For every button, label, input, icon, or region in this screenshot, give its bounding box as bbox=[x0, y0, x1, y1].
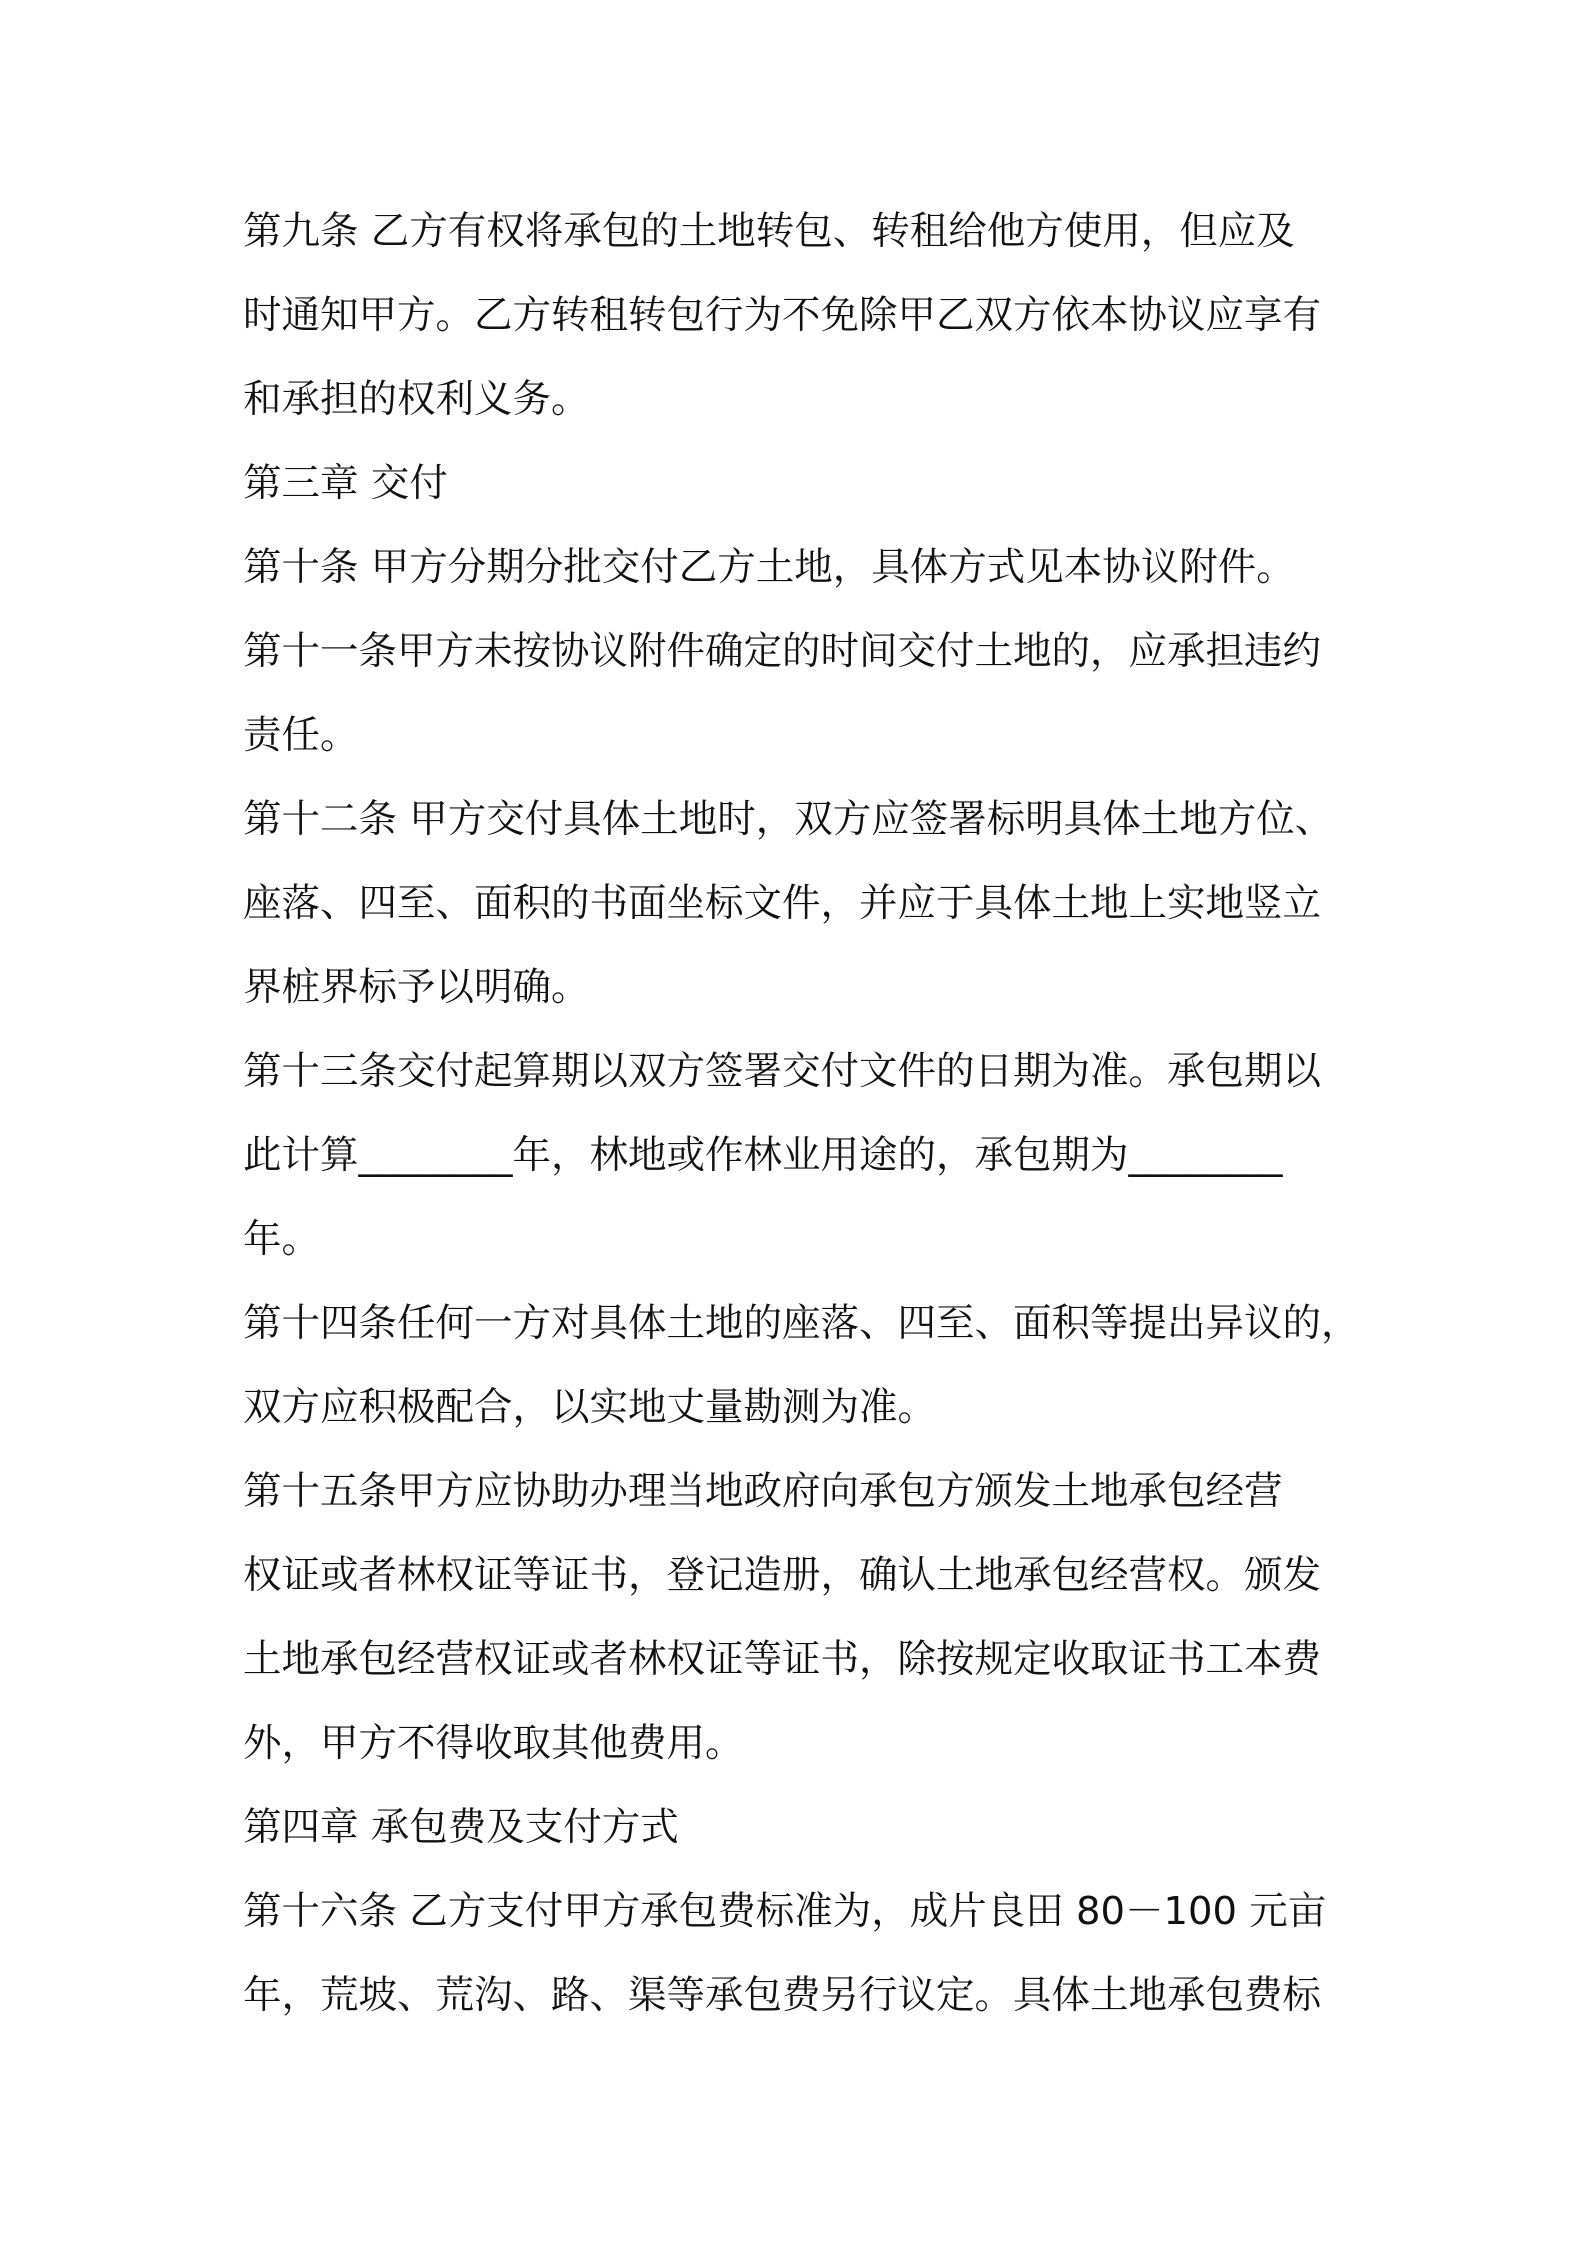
text-line: 年。 bbox=[243, 1217, 321, 1262]
document-body bbox=[243, 190, 1373, 2038]
text-line: 第十三条交付起算期以双方签署交付文件的日期为准。承包期以 bbox=[243, 1049, 1322, 1094]
chapter-heading: 第三章 交付 bbox=[243, 461, 448, 506]
text-line: 第九条 乙方有权将承包的土地转包、转租给他方使用，但应及 bbox=[243, 209, 1295, 254]
text-line: 和承担的权利义务。 bbox=[243, 377, 590, 422]
text-line: 界桩界标予以明确。 bbox=[243, 965, 590, 1010]
text-line: 第十一条甲方未按协议附件确定的时间交付土地的，应承担违约 bbox=[243, 629, 1322, 674]
text-line: 年，荒坡、荒沟、路、渠等承包费另行议定。具体土地承包费标 bbox=[243, 1973, 1322, 2018]
text-line: 第十二条 甲方交付具体土地时，双方应签署标明具体土地方位、 bbox=[243, 797, 1334, 842]
text-line: 此计算________年，林地或作林业用途的，承包期为________ bbox=[243, 1133, 1283, 1178]
text-line: 权证或者林权证等证书，登记造册，确认土地承包经营权。颁发 bbox=[243, 1553, 1322, 1598]
text-line: 第十条 甲方分期分批交付乙方土地，具体方式见本协议附件。 bbox=[243, 545, 1295, 590]
text-line: 第十五条甲方应协助办理当地政府向承包方颁发土地承包经营 bbox=[243, 1469, 1283, 1514]
text-line: 时通知甲方。乙方转租转包行为不免除甲乙双方依本协议应享有 bbox=[243, 293, 1322, 338]
text-line: 责任。 bbox=[243, 713, 359, 758]
text-line: 座落、四至、面积的书面坐标文件，并应于具体土地上实地竖立 bbox=[243, 881, 1322, 926]
text-line: 双方应积极配合，以实地丈量勘测为准。 bbox=[243, 1385, 937, 1430]
text-line: 土地承包经营权证或者林权证等证书，除按规定收取证书工本费 bbox=[243, 1637, 1322, 1682]
text-line: 第十六条 乙方支付甲方承包费标准为，成片良田 80－100 元亩 bbox=[243, 1889, 1327, 1934]
chapter-heading: 第四章 承包费及支付方式 bbox=[243, 1805, 679, 1850]
text-line: 第十四条任何一方对具体土地的座落、四至、面积等提出异议的， bbox=[243, 1301, 1360, 1346]
text-line: 外，甲方不得收取其他费用。 bbox=[243, 1721, 744, 1766]
